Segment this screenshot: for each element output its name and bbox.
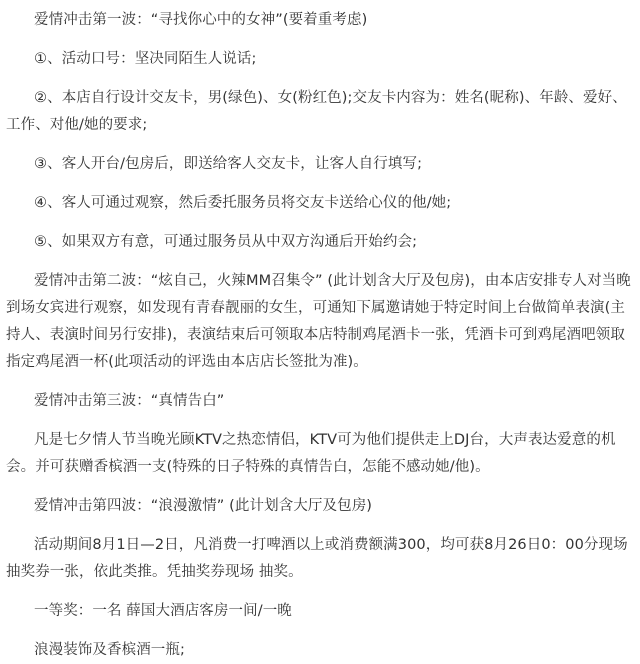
paragraph-wave-3-body: 凡是七夕情人节当晚光顾KTV之热恋情侣，KTV可为他们提供走上DJ台，大声表达爱意的机会。并可获赠香槟酒一支(特殊的日子特殊的真情告白，怎能不感动她/他)。 (6, 432, 616, 475)
paragraph-item-1: ①、活动口号：坚决同陌生人说话; (34, 51, 257, 67)
paragraph-wave-2: 爱情冲击第二波：“炫自己，火辣MM召集令” (此计划含大厅及包房)，由本店安排专人对当晚到场女宾进行观察，如发现有青春靓丽的女生，可通知下属邀请她于特定时间上台做简单表演(主持人、表演时间另行安排)，表演结束后可领取本店特制鸡尾酒卡一张，凭酒卡可到鸡尾酒吧领取指定鸡尾酒一杯(此项活动的评选由本店店长签批为准)。 (6, 273, 631, 370)
document-body (6, 0, 634, 664)
paragraph-item-2: ②、本店自行设计交友卡，男(绿色)、女(粉红色);交友卡内容为：姓名(昵称)、年龄、爱好、工作、对他/她的要求; (6, 90, 627, 133)
paragraph-item-4: ④、客人可通过观察，然后委托服务员将交友卡送给心仪的他/她; (34, 195, 452, 211)
paragraph-first-prize: 一等奖：一名 薛国大酒店客房一间/一晚 (34, 603, 292, 619)
paragraph-wave-1-heading: 爱情冲击第一波：“寻找你心中的女神”(要着重考虑) (34, 12, 368, 28)
paragraph-item-3: ③、客人开台/包房后，即送给客人交友卡，让客人自行填写; (34, 156, 423, 172)
paragraph-wave-4-heading: 爱情冲击第四波：“浪漫激情” (此计划含大厅及包房) (34, 498, 373, 514)
paragraph-prize-extra: 浪漫装饰及香槟酒一瓶; (34, 642, 185, 658)
paragraph-wave-4-body: 活动期间8月1日—2日，凡消费一打啤酒以上或消费额满300，均可获8月26日0：00分现场抽奖券一张，依此类推。凭抽奖券现场 抽奖。 (6, 537, 628, 580)
paragraph-wave-3-heading: 爱情冲击第三波：“真情告白” (34, 393, 225, 409)
paragraph-item-5: ⑤、如果双方有意，可通过服务员从中双方沟通后开始约会; (34, 234, 418, 250)
